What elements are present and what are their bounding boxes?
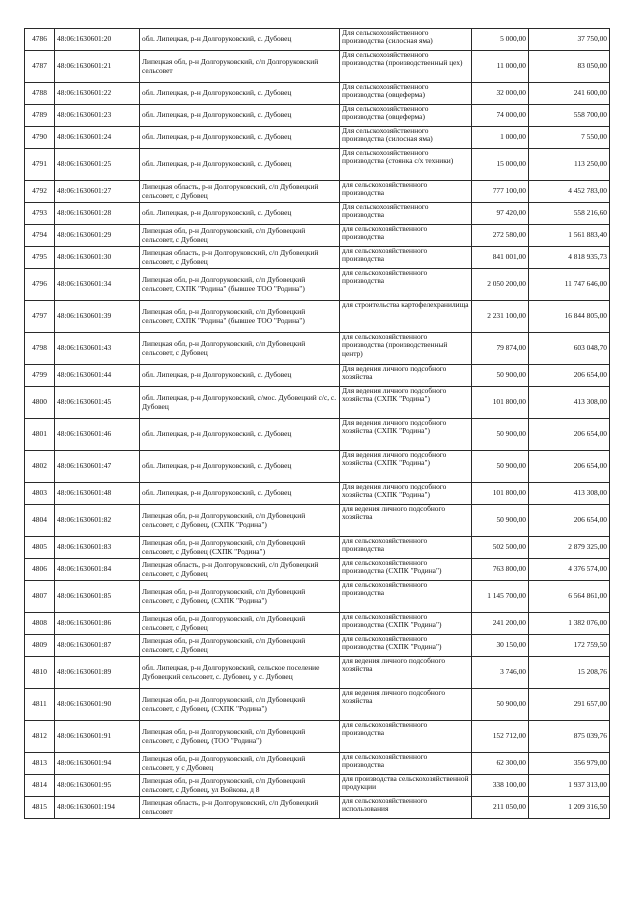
cadastral-number-cell: 48:06:1630601:30 — [55, 247, 140, 269]
cadastral-value-cell: 1 209 316,50 — [529, 797, 610, 819]
table-row — [25, 203, 610, 225]
land-use-cell: Для сельскохозяйственного производства (овцеферма) — [340, 105, 472, 127]
row-number-cell: 4802 — [25, 451, 55, 483]
area-cell: 152 712,00 — [472, 721, 529, 753]
cadastral-value-cell: 206 654,00 — [529, 451, 610, 483]
cadastral-number-cell: 48:06:1630601:84 — [55, 559, 140, 581]
cadastral-number-cell: 48:06:1630601:82 — [55, 505, 140, 537]
row-number-cell: 4788 — [25, 83, 55, 105]
land-use-cell: для сельскохозяйственного производства (СХПК "Родина") — [340, 559, 472, 581]
area-cell: 79 874,00 — [472, 333, 529, 365]
cadastral-value-cell: 206 654,00 — [529, 505, 610, 537]
table-row — [25, 613, 610, 635]
area-cell: 1 145 700,00 — [472, 581, 529, 613]
table-row — [25, 269, 610, 301]
cadastral-number-cell: 48:06:1630601:29 — [55, 225, 140, 247]
address-cell: Липецкая обл, р-н Долгоруковский, с/п Дубовецкий сельсовет, с Дубовец — [140, 333, 340, 365]
row-number-cell: 4795 — [25, 247, 55, 269]
row-number-cell: 4794 — [25, 225, 55, 247]
cadastral-number-cell: 48:06:1630601:46 — [55, 419, 140, 451]
row-number-cell: 4809 — [25, 635, 55, 657]
area-cell: 241 200,00 — [472, 613, 529, 635]
area-cell: 502 500,00 — [472, 537, 529, 559]
row-number-cell: 4814 — [25, 775, 55, 797]
table-row — [25, 689, 610, 721]
cadastral-value-cell: 206 654,00 — [529, 419, 610, 451]
area-cell: 2 050 200,00 — [472, 269, 529, 301]
address-cell: обл. Липецкая, р-н Долгоруковский, с. Дубовец — [140, 149, 340, 181]
row-number-cell: 4805 — [25, 537, 55, 559]
address-cell: Липецкая область, р-н Долгоруковский, с/п Дубовецкий сельсовет, с Дубовец — [140, 559, 340, 581]
cadastral-value-cell: 413 308,00 — [529, 387, 610, 419]
cadastral-number-cell: 48:06:1630601:89 — [55, 657, 140, 689]
cadastral-number-cell: 48:06:1630601:21 — [55, 51, 140, 83]
address-cell: обл. Липецкая, р-н Долгоруковский, с. Дубовец — [140, 451, 340, 483]
row-number-cell: 4801 — [25, 419, 55, 451]
area-cell: 74 000,00 — [472, 105, 529, 127]
row-number-cell: 4787 — [25, 51, 55, 83]
cadastral-number-cell: 48:06:1630601:24 — [55, 127, 140, 149]
address-cell: Липецкая обл, р-н Долгоруковский, с/п Дубовецкий сельсовет, с Дубовец — [140, 635, 340, 657]
cadastral-number-cell: 48:06:1630601:22 — [55, 83, 140, 105]
address-cell: Липецкая обл, р-н Долгоруковский, с/п Дубовецкий сельсовет, СХПК "Родина" (бывшее ТОО "Родина") — [140, 269, 340, 301]
cadastral-value-cell: 15 208,76 — [529, 657, 610, 689]
area-cell: 338 100,00 — [472, 775, 529, 797]
cadastral-value-cell: 558 700,00 — [529, 105, 610, 127]
area-cell: 211 050,00 — [472, 797, 529, 819]
row-number-cell: 4815 — [25, 797, 55, 819]
table-row — [25, 451, 610, 483]
row-number-cell: 4804 — [25, 505, 55, 537]
table-row — [25, 635, 610, 657]
row-number-cell: 4797 — [25, 301, 55, 333]
address-cell: Липецкая обл, р-н Долгоруковский, с/п Дубовецкий сельсовет, с Дубовец — [140, 613, 340, 635]
table-row — [25, 105, 610, 127]
cadastral-number-cell: 48:06:1630601:28 — [55, 203, 140, 225]
area-cell: 101 800,00 — [472, 483, 529, 505]
area-cell: 272 580,00 — [472, 225, 529, 247]
area-cell: 101 800,00 — [472, 387, 529, 419]
area-cell: 50 900,00 — [472, 689, 529, 721]
land-use-cell: для ведения личного подсобного хозяйства — [340, 657, 472, 689]
land-use-cell: для сельскохозяйственного производства — [340, 269, 472, 301]
row-number-cell: 4792 — [25, 181, 55, 203]
cadastral-number-cell: 48:06:1630601:91 — [55, 721, 140, 753]
cadastral-number-cell: 48:06:1630601:47 — [55, 451, 140, 483]
area-cell: 1 000,00 — [472, 127, 529, 149]
address-cell: Липецкая обл, р-н Долгоруковский, с/п Дубовецкий сельсовет, СХПК "Родина" (бывшее ТОО "Родина") — [140, 301, 340, 333]
table-row — [25, 51, 610, 83]
row-number-cell: 4813 — [25, 753, 55, 775]
address-cell: обл. Липецкая, р-н Долгоруковский, с. Дубовец — [140, 203, 340, 225]
address-cell: Липецкая обл, р-н Долгоруковский, с/п Дубовецкий сельсовет, с Дубовец (СХПК "Родина") — [140, 537, 340, 559]
land-use-cell: для сельскохозяйственного производства (СХПК "Родина") — [340, 613, 472, 635]
land-use-cell: Для сельскохозяйственного производства (силосная яма) — [340, 127, 472, 149]
cadastral-number-cell: 48:06:1630601:86 — [55, 613, 140, 635]
address-cell: обл. Липецкая, р-н Долгоруковский, с. Дубовец — [140, 419, 340, 451]
row-number-cell: 4806 — [25, 559, 55, 581]
table-row — [25, 753, 610, 775]
row-number-cell: 4790 — [25, 127, 55, 149]
table-row — [25, 225, 610, 247]
table-row — [25, 581, 610, 613]
cadastral-number-cell: 48:06:1630601:85 — [55, 581, 140, 613]
table-row — [25, 29, 610, 51]
row-number-cell: 4799 — [25, 365, 55, 387]
land-use-cell: Для ведения личного подсобного хозяйства (СХПК "Родина") — [340, 483, 472, 505]
row-number-cell: 4796 — [25, 269, 55, 301]
land-use-cell: Для ведения личного подсобного хозяйства (СХПК "Родина") — [340, 387, 472, 419]
land-use-cell: для сельскохозяйственного производства — [340, 181, 472, 203]
cadastral-value-cell: 1 382 076,00 — [529, 613, 610, 635]
row-number-cell: 4810 — [25, 657, 55, 689]
land-use-cell: для сельскохозяйственного использования — [340, 797, 472, 819]
cadastral-value-cell: 413 308,00 — [529, 483, 610, 505]
land-use-cell: Для ведения личного подсобного хозяйства (СХПК "Родина") — [340, 451, 472, 483]
row-number-cell: 4789 — [25, 105, 55, 127]
area-cell: 15 000,00 — [472, 149, 529, 181]
address-cell: Липецкая обл, р-н Долгоруковский, с/п Дубовецкий сельсовет, с Дубовец, (СХПК "Родина") — [140, 689, 340, 721]
area-cell: 3 746,00 — [472, 657, 529, 689]
table-row — [25, 365, 610, 387]
table-row — [25, 181, 610, 203]
address-cell: обл. Липецкая, р-н Долгоруковский, с. Дубовец — [140, 365, 340, 387]
land-use-cell: Для сельскохозяйственного производства (производственный цех) — [340, 51, 472, 83]
table-row — [25, 797, 610, 819]
cadastral-value-cell: 11 747 646,00 — [529, 269, 610, 301]
address-cell: Липецкая обл, р-н Долгоруковский, с/п Дубовецкий сельсовет, с Дубовец, (ТОО "Родина") — [140, 721, 340, 753]
row-number-cell: 4786 — [25, 29, 55, 51]
area-cell: 97 420,00 — [472, 203, 529, 225]
cadastral-number-cell: 48:06:1630601:87 — [55, 635, 140, 657]
cadastral-value-cell: 113 250,00 — [529, 149, 610, 181]
cadastral-value-cell: 206 654,00 — [529, 365, 610, 387]
land-plot-table — [24, 28, 610, 819]
land-use-cell: Для сельскохозяйственного производства (стоянка с/х техники) — [340, 149, 472, 181]
address-cell: обл. Липецкая, р-н Долгоруковский, с/мос. Дубовецкий с/с, с. Дубовец — [140, 387, 340, 419]
cadastral-value-cell: 356 979,00 — [529, 753, 610, 775]
table-row — [25, 721, 610, 753]
table-row — [25, 775, 610, 797]
table-row — [25, 559, 610, 581]
cadastral-value-cell: 291 657,00 — [529, 689, 610, 721]
land-use-cell: Для сельскохозяйственного производства (силосная яма) — [340, 29, 472, 51]
cadastral-number-cell: 48:06:1630601:20 — [55, 29, 140, 51]
cadastral-value-cell: 1 561 883,40 — [529, 225, 610, 247]
area-cell: 50 900,00 — [472, 451, 529, 483]
cadastral-value-cell: 6 564 861,00 — [529, 581, 610, 613]
table-row — [25, 127, 610, 149]
area-cell: 32 000,00 — [472, 83, 529, 105]
address-cell: обл. Липецкая, р-н Долгоруковский, с. Дубовец — [140, 105, 340, 127]
cadastral-value-cell: 83 050,00 — [529, 51, 610, 83]
land-use-cell: для ведения личного подсобного хозяйства — [340, 689, 472, 721]
address-cell: обл. Липецкая, р-н Долгоруковский, с. Дубовец — [140, 483, 340, 505]
cadastral-number-cell: 48:06:1630601:25 — [55, 149, 140, 181]
cadastral-value-cell: 2 879 325,00 — [529, 537, 610, 559]
cadastral-value-cell: 4 452 783,00 — [529, 181, 610, 203]
row-number-cell: 4791 — [25, 149, 55, 181]
cadastral-number-cell: 48:06:1630601:34 — [55, 269, 140, 301]
row-number-cell: 4811 — [25, 689, 55, 721]
cadastral-number-cell: 48:06:1630601:194 — [55, 797, 140, 819]
address-cell: Липецкая обл, р-н Долгоруковский, с/п Долгоруковский сельсовет — [140, 51, 340, 83]
land-use-cell: для сельскохозяйственного производства — [340, 581, 472, 613]
address-cell: Липецкая обл, р-н Долгоруковский, с/п Дубовецкий сельсовет, с Дубовец, ул Войкова, д 8 — [140, 775, 340, 797]
area-cell: 763 800,00 — [472, 559, 529, 581]
row-number-cell: 4812 — [25, 721, 55, 753]
table-row — [25, 537, 610, 559]
land-use-cell: для сельскохозяйственного производства — [340, 753, 472, 775]
cadastral-number-cell: 48:06:1630601:39 — [55, 301, 140, 333]
table-body — [25, 29, 610, 819]
cadastral-value-cell: 4 818 935,73 — [529, 247, 610, 269]
table-row — [25, 419, 610, 451]
land-use-cell: для сельскохозяйственного производства (СХПК "Родина") — [340, 635, 472, 657]
cadastral-number-cell: 48:06:1630601:45 — [55, 387, 140, 419]
address-cell: Липецкая обл, р-н Долгоруковский, с/п Дубовецкий сельсовет, с Дубовец — [140, 225, 340, 247]
address-cell: Липецкая обл, р-н Долгоруковский, с/п Дубовецкий сельсовет, у с Дубовец — [140, 753, 340, 775]
table-row — [25, 387, 610, 419]
address-cell: Липецкая обл, р-н Долгоруковский, с/п Дубовецкий сельсовет, с Дубовец, (СХПК "Родина") — [140, 581, 340, 613]
cadastral-number-cell: 48:06:1630601:94 — [55, 753, 140, 775]
cadastral-value-cell: 603 048,70 — [529, 333, 610, 365]
land-use-cell: Для сельскохозяйственного производства — [340, 203, 472, 225]
table-row — [25, 333, 610, 365]
area-cell: 50 900,00 — [472, 419, 529, 451]
cadastral-number-cell: 48:06:1630601:83 — [55, 537, 140, 559]
land-use-cell: для производства сельскохозяйственной продукции — [340, 775, 472, 797]
row-number-cell: 4803 — [25, 483, 55, 505]
cadastral-number-cell: 48:06:1630601:48 — [55, 483, 140, 505]
cadastral-value-cell: 1 937 313,00 — [529, 775, 610, 797]
cadastral-value-cell: 558 216,60 — [529, 203, 610, 225]
address-cell: Липецкая область, р-н Долгоруковский, с/п Дубовецкий сельсовет, с Дубовец — [140, 181, 340, 203]
address-cell: обл. Липецкая, р-н Долгоруковский, сельское поселение Дубовецкий сельсовет, с. Дубовец, у с. Дубовец — [140, 657, 340, 689]
table-row — [25, 657, 610, 689]
address-cell: Липецкая область, р-н Долгоруковский, с/п Дубовецкий сельсовет — [140, 797, 340, 819]
cadastral-value-cell: 875 039,76 — [529, 721, 610, 753]
table-row — [25, 483, 610, 505]
land-use-cell: для сельскохозяйственного производства — [340, 721, 472, 753]
cadastral-number-cell: 48:06:1630601:43 — [55, 333, 140, 365]
land-use-cell: для сельскохозяйственного производства — [340, 225, 472, 247]
cadastral-number-cell: 48:06:1630601:95 — [55, 775, 140, 797]
row-number-cell: 4798 — [25, 333, 55, 365]
table-row — [25, 247, 610, 269]
address-cell: обл. Липецкая, р-н Долгоруковский, с. Дубовец — [140, 83, 340, 105]
cadastral-value-cell: 37 750,00 — [529, 29, 610, 51]
table-row — [25, 301, 610, 333]
row-number-cell: 4800 — [25, 387, 55, 419]
land-use-cell: для сельскохозяйственного производства — [340, 537, 472, 559]
address-cell: обл. Липецкая, р-н Долгоруковский, с. Дубовец — [140, 127, 340, 149]
table-row — [25, 505, 610, 537]
cadastral-value-cell: 16 844 805,00 — [529, 301, 610, 333]
land-use-cell: для строительства картофелехранилища — [340, 301, 472, 333]
area-cell: 11 000,00 — [472, 51, 529, 83]
row-number-cell: 4793 — [25, 203, 55, 225]
row-number-cell: 4807 — [25, 581, 55, 613]
area-cell: 62 300,00 — [472, 753, 529, 775]
address-cell: Липецкая область, р-н Долгоруковский, с/п Дубовецкий сельсовет, с Дубовец — [140, 247, 340, 269]
address-cell: Липецкая обл, р-н Долгоруковский, с/п Дубовецкий сельсовет, с Дубовец, (СХПК "Родина") — [140, 505, 340, 537]
cadastral-value-cell: 7 550,00 — [529, 127, 610, 149]
land-use-cell: Для ведения личного подсобного хозяйства (СХПК "Родина") — [340, 419, 472, 451]
cadastral-number-cell: 48:06:1630601:44 — [55, 365, 140, 387]
land-use-cell: для ведения личного подсобного хозяйства — [340, 505, 472, 537]
area-cell: 30 150,00 — [472, 635, 529, 657]
cadastral-number-cell: 48:06:1630601:27 — [55, 181, 140, 203]
cadastral-value-cell: 172 759,50 — [529, 635, 610, 657]
area-cell: 5 000,00 — [472, 29, 529, 51]
area-cell: 777 100,00 — [472, 181, 529, 203]
cadastral-value-cell: 241 600,00 — [529, 83, 610, 105]
cadastral-number-cell: 48:06:1630601:90 — [55, 689, 140, 721]
area-cell: 50 900,00 — [472, 505, 529, 537]
land-use-cell: Для ведения личного подсобного хозяйства — [340, 365, 472, 387]
row-number-cell: 4808 — [25, 613, 55, 635]
area-cell: 50 900,00 — [472, 365, 529, 387]
cadastral-number-cell: 48:06:1630601:23 — [55, 105, 140, 127]
table-row — [25, 149, 610, 181]
address-cell: обл. Липецкая, р-н Долгоруковский, с. Дубовец — [140, 29, 340, 51]
land-use-cell: Для сельскохозяйственного производства (овцеферма) — [340, 83, 472, 105]
land-use-cell: для сельскохозяйственного производства (производственный центр) — [340, 333, 472, 365]
land-use-cell: для сельскохозяйственного производства — [340, 247, 472, 269]
cadastral-value-cell: 4 376 574,00 — [529, 559, 610, 581]
area-cell: 841 001,00 — [472, 247, 529, 269]
table-row — [25, 83, 610, 105]
area-cell: 2 231 100,00 — [472, 301, 529, 333]
